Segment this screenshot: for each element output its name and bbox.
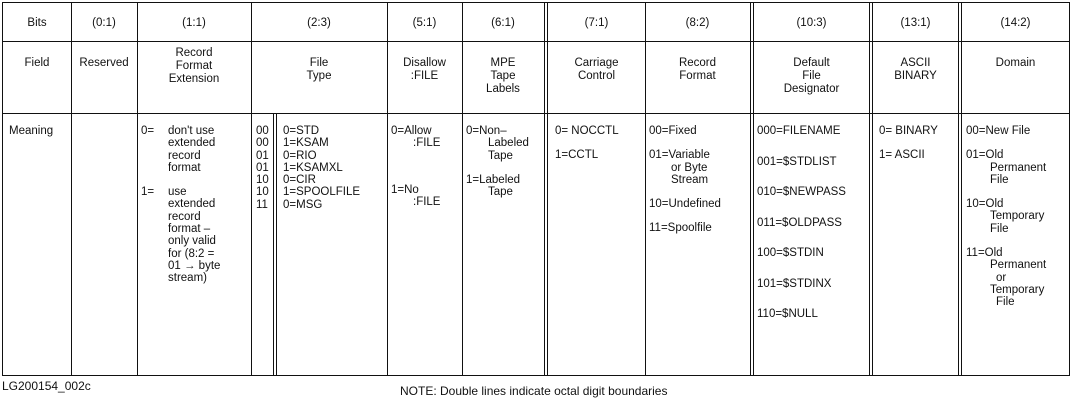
field-mpe-tape-labels: MPE Tape Labels [486,57,520,95]
bits-cell: (5:1) [412,17,437,29]
field-divider [3,113,1069,114]
field-record-format-extension: Record Format Extension [168,47,220,85]
meaning-disallow-file: 0=Allow :FILE 1=No :FILE [391,125,441,208]
bits-cell: (8:2) [685,17,710,29]
bits-row-label: Bits [27,17,47,29]
header-divider [3,41,1069,42]
field-reserved: Reserved [79,57,129,69]
field-disallow-file: Disallow :FILE [403,57,446,82]
bits-cell: (13:1) [900,17,931,29]
bits-cell: (2:3) [307,17,331,29]
meaning-record-format-extension: 0= don't use extended record format 1= use extended record format – only valid for (8:2 = 01 → byte stream) [141,125,221,285]
bits-cell: (6:1) [491,17,515,29]
bits-cell: (10:3) [796,17,827,29]
footer-note: NOTE: Double lines indicate octal digit boundaries [400,384,668,398]
meaning-domain: 00=New File 01=Old Permanent File 10=Old Temporary File 11=Old Permanent or Temporary File [966,125,1047,309]
bits-cell: (14:2) [1000,17,1031,29]
meaning-file-type-codes: 00 00 01 01 10 10 11 [256,125,269,211]
bits-cell: (0:1) [92,17,116,29]
meaning-carriage-control: 0= NOCCTL 1=CCTL [555,125,619,162]
field-row-label: Field [24,57,50,69]
field-record-format: Record Format [678,57,717,82]
meaning-file-type-values: 0=STD 1=KSAM 0=RIO 1=KSAMXL 0=CIR 1=SPOOLFILE 0=MSG [283,125,361,211]
field-ascii-binary: ASCII BINARY [894,57,937,82]
figure-id: LG200154_002c [2,379,91,393]
meaning-mpe-tape-labels: 0=Non– Labeled Tape 1=Labeled Tape [466,125,529,199]
field-default-file-designator: Default File Designator [783,57,840,95]
bit-field-table [2,2,1070,376]
field-domain: Domain [995,57,1036,69]
meaning-row-label: Meaning [9,125,54,137]
bits-cell: (7:1) [584,17,609,29]
meaning-ascii-binary: 0= BINARY 1= ASCII [879,125,938,162]
octal-boundary [273,113,277,375]
field-carriage-control: Carriage Control [574,57,619,82]
bits-cell: (1:1) [182,17,206,29]
meaning-record-format: 00=Fixed 01=Variable or Byte Stream 10=Undefined 11=Spoolfile [649,125,721,235]
field-file-type: File Type [306,57,332,82]
meaning-default-file-designator: 000=FILENAME 001=$STDLIST 010=$NEWPASS 011=$OLDPASS 100=$STDIN 101=$STDINX 110=$NULL [757,125,846,320]
